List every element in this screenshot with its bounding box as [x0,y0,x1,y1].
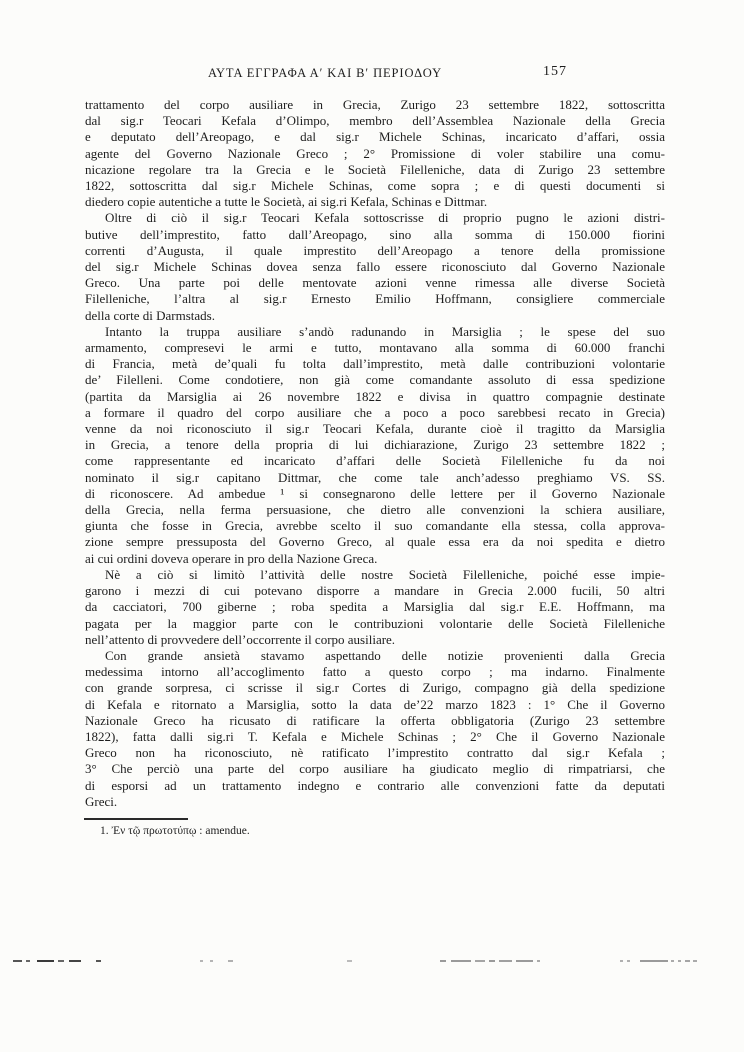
text-line: Con grande ansietà stavamo aspettando delle notizie provenienti dalla Grecia [105,647,665,663]
scan-artifact [200,960,203,962]
scan-artifact [620,960,623,962]
paragraph [85,648,665,810]
text-line: in Grecia, a tenore della propria di lui dichiarazione, Zurigo 23 settembre 1822 ; [85,437,665,453]
text-line: di esporsi ad un trattamento indegno e contrario alle convenzioni fatte da deputati [85,777,665,793]
text-line: 1822), fatta dalli sig.ri T. Kefala e Michele Schinas ; 2° Che il Governo Nazionale [85,728,665,744]
text-line: Oltre di ciò il sig.r Teocari Kefala sottoscrisse di proprio pugno le azioni distri- [105,210,665,226]
text-line: della Grecia, nella ferma persuasione, che dietro alle convenzioni la schiera ausiliare, [85,502,665,518]
scan-artifact [685,960,690,962]
text-line: giunta che fosse in Grecia, avrebbe scelto il suo comandante ella stessa, colla approva- [85,518,665,534]
text-line: Greco. Una parte poi delle mentovate azioni venne rimessa alle diverse Società [85,275,665,291]
text-line: 1822, sottoscritta dal sig.r Michele Schinas, come sopra ; e di questi documenti si [85,178,665,194]
text-line: butive dell’imprestito, fatto dall’Areopago, sino alla somma di 150.000 fiorini [85,226,665,242]
scan-artifact [627,960,630,962]
scan-artifact [489,960,495,962]
text-line: Intanto la truppa ausiliare s’andò radunando in Marsiglia ; le spese del suo [105,323,665,339]
text-line: medessima intorno all’accoglimento fatto a questo corpo ; ma indarno. Finalmente [85,664,665,680]
scan-artifact [499,960,512,962]
scan-artifact [671,960,674,962]
scan-artifact [451,960,471,962]
scan-artifact [537,960,540,962]
footnote-rule [84,818,188,820]
text-line: Greco non ha riconosciuto, nè ratificato l’imprestito contratto dal sig.r Kefala ; [85,745,665,761]
text-line: diedero copie autentiche a tutte le Società, ai sig.ri Kefala, Schinas e Dittmar. [85,194,488,210]
paragraph [85,567,665,648]
scan-artifact [69,960,81,962]
scan-artifact [96,960,101,962]
running-title: ΑΥΤΑ ΕΓΓΡΑΦΑ Α′ ΚΑΙ Β′ ΠΕΡΙΟΔΟΥ [207,66,443,80]
text-line: venne da noi riconosciuto il sig.r Teocari Kefala, durante cioè il tragitto da Marsiglia [85,421,665,437]
text-line: trattamento del corpo ausiliare in Grecia, Zurigo 23 settembre 1822, sottoscritta [85,97,665,112]
scan-artifact [37,960,54,962]
text-line: da cacciatori, 700 giberne ; roba spedita a Marsiglia dal sig.r E.E. Hoffmann, ma [85,599,665,615]
scan-artifact [228,960,233,962]
scan-artifact [13,960,22,962]
text-line: della corte di Darmstads. [85,307,215,323]
text-line: zione sempre pressuposta del Governo Greco, al quale essa era da noi spedita e dietro [85,534,665,550]
text-line: come rappresentante ed incaricato d’affari delle Società Filelleniche fu da noi [85,453,665,469]
scan-artifact [475,960,485,962]
text-line: e deputato dell’Areopago, e dal sig.r Michele Schinas, incaricato d’affari, ossia [85,129,665,145]
text-line: (partita da Marsiglia ai 26 novembre 1822 e divisa in quattro compagnie destinate [85,388,665,404]
scan-artifact [58,960,64,962]
text-line: nicazione regolare tra la Grecia e le Società Filelleniche, data di Zurigo 23 settembre [85,161,665,177]
page-number: 157 [543,64,567,79]
text-line: de’ Filelleni. Come condotiere, non già come comandante assoluto di essa spedizione [85,372,665,388]
scan-artifact [440,960,446,962]
text-line: dal sig.r Teocari Kefala d’Olimpo, membro dell’Assemblea Nazionale della Grecia [85,113,665,129]
footnote-text: 1. Ἐν τῷ πρωτοτύπῳ : amendue. [100,825,250,837]
text-line: di Francia, metà de’quali fu tolta dall’imprestito, metà dalle contribuzioni volontarie [85,356,665,372]
text-line: Nè a ciò si limitò l’attività delle nostre Società Filelleniche, poiché esse impie- [105,566,665,582]
scan-artifact [516,960,533,962]
text-line: 3° Che perciò una parte del corpo ausiliare ha giudicato meglio di rimpatriarsi, che [85,761,665,777]
text-line: nell’attento di provvedere dell’occorrente il corpo ausiliare. [85,631,396,647]
text-line: Greci. [85,793,118,809]
text-line: nominato il sig.r capitano Dittmar, che come tale anch’adesso preghiamo VS. SS. [85,469,665,485]
text-line: agente del Governo Nazionale Greco ; 2° Promissione di voler stabilire una comu- [85,145,665,161]
scan-artifact [693,960,697,962]
text-line: ai cui ordini doveva operare in pro della Nazione Greca. [85,550,378,566]
text-line: di Kefala e ritornato a Marsiglia, sotto la data de’22 marzo 1823 : 1° Che il Governo [85,696,665,712]
text-line: con grande sorpresa, ci scrisse il sig.r Cortes di Zurigo, compagno già della spedizione [85,680,665,696]
text-line: a formare il quadro del corpo ausiliare che a poco a poco sarebbesi recato in Grecia) [85,404,665,420]
scan-artifact [678,960,681,962]
text-line: Nazionale Greco ha ricusato di ratificare la offerta obbligatoria (Zurigo 23 settembre [85,712,665,728]
body-text [85,97,665,810]
paragraph [85,97,665,210]
text-line: di riconoscere. Ad ambedue ¹ si consegnarono delle lettere per il Governo Nazionale [85,485,665,501]
text-line: del sig.r Michele Schinas dovea senza fallo essere riconosciuto dal Governo Nazionale [85,259,665,275]
scan-artifact [26,960,30,962]
text-line: armamento, compresevi le armi e tutto, montavano alla somma di 60.000 franchi [85,340,665,356]
text-line: correnti d’Augusta, il quale imprestito dell’Areopago a tenore della promissione [85,242,665,258]
text-line: garono i mezzi di cui potevano disporre a mandare in Grecia 2.000 fucili, 50 altri [85,583,665,599]
scan-artifacts [0,958,744,966]
paragraph [85,324,665,567]
text-line: Filelleniche, l’altra al sig.r Ernesto Emilio Hoffmann, consigliere commerciale [85,291,665,307]
text-line: pagata per la maggior parte con le contribuzioni volontarie delle Società Filelleniche [85,615,665,631]
scan-artifact [210,960,213,962]
scan-artifact [640,960,668,962]
scan-artifact [347,960,352,962]
paragraph [85,210,665,323]
